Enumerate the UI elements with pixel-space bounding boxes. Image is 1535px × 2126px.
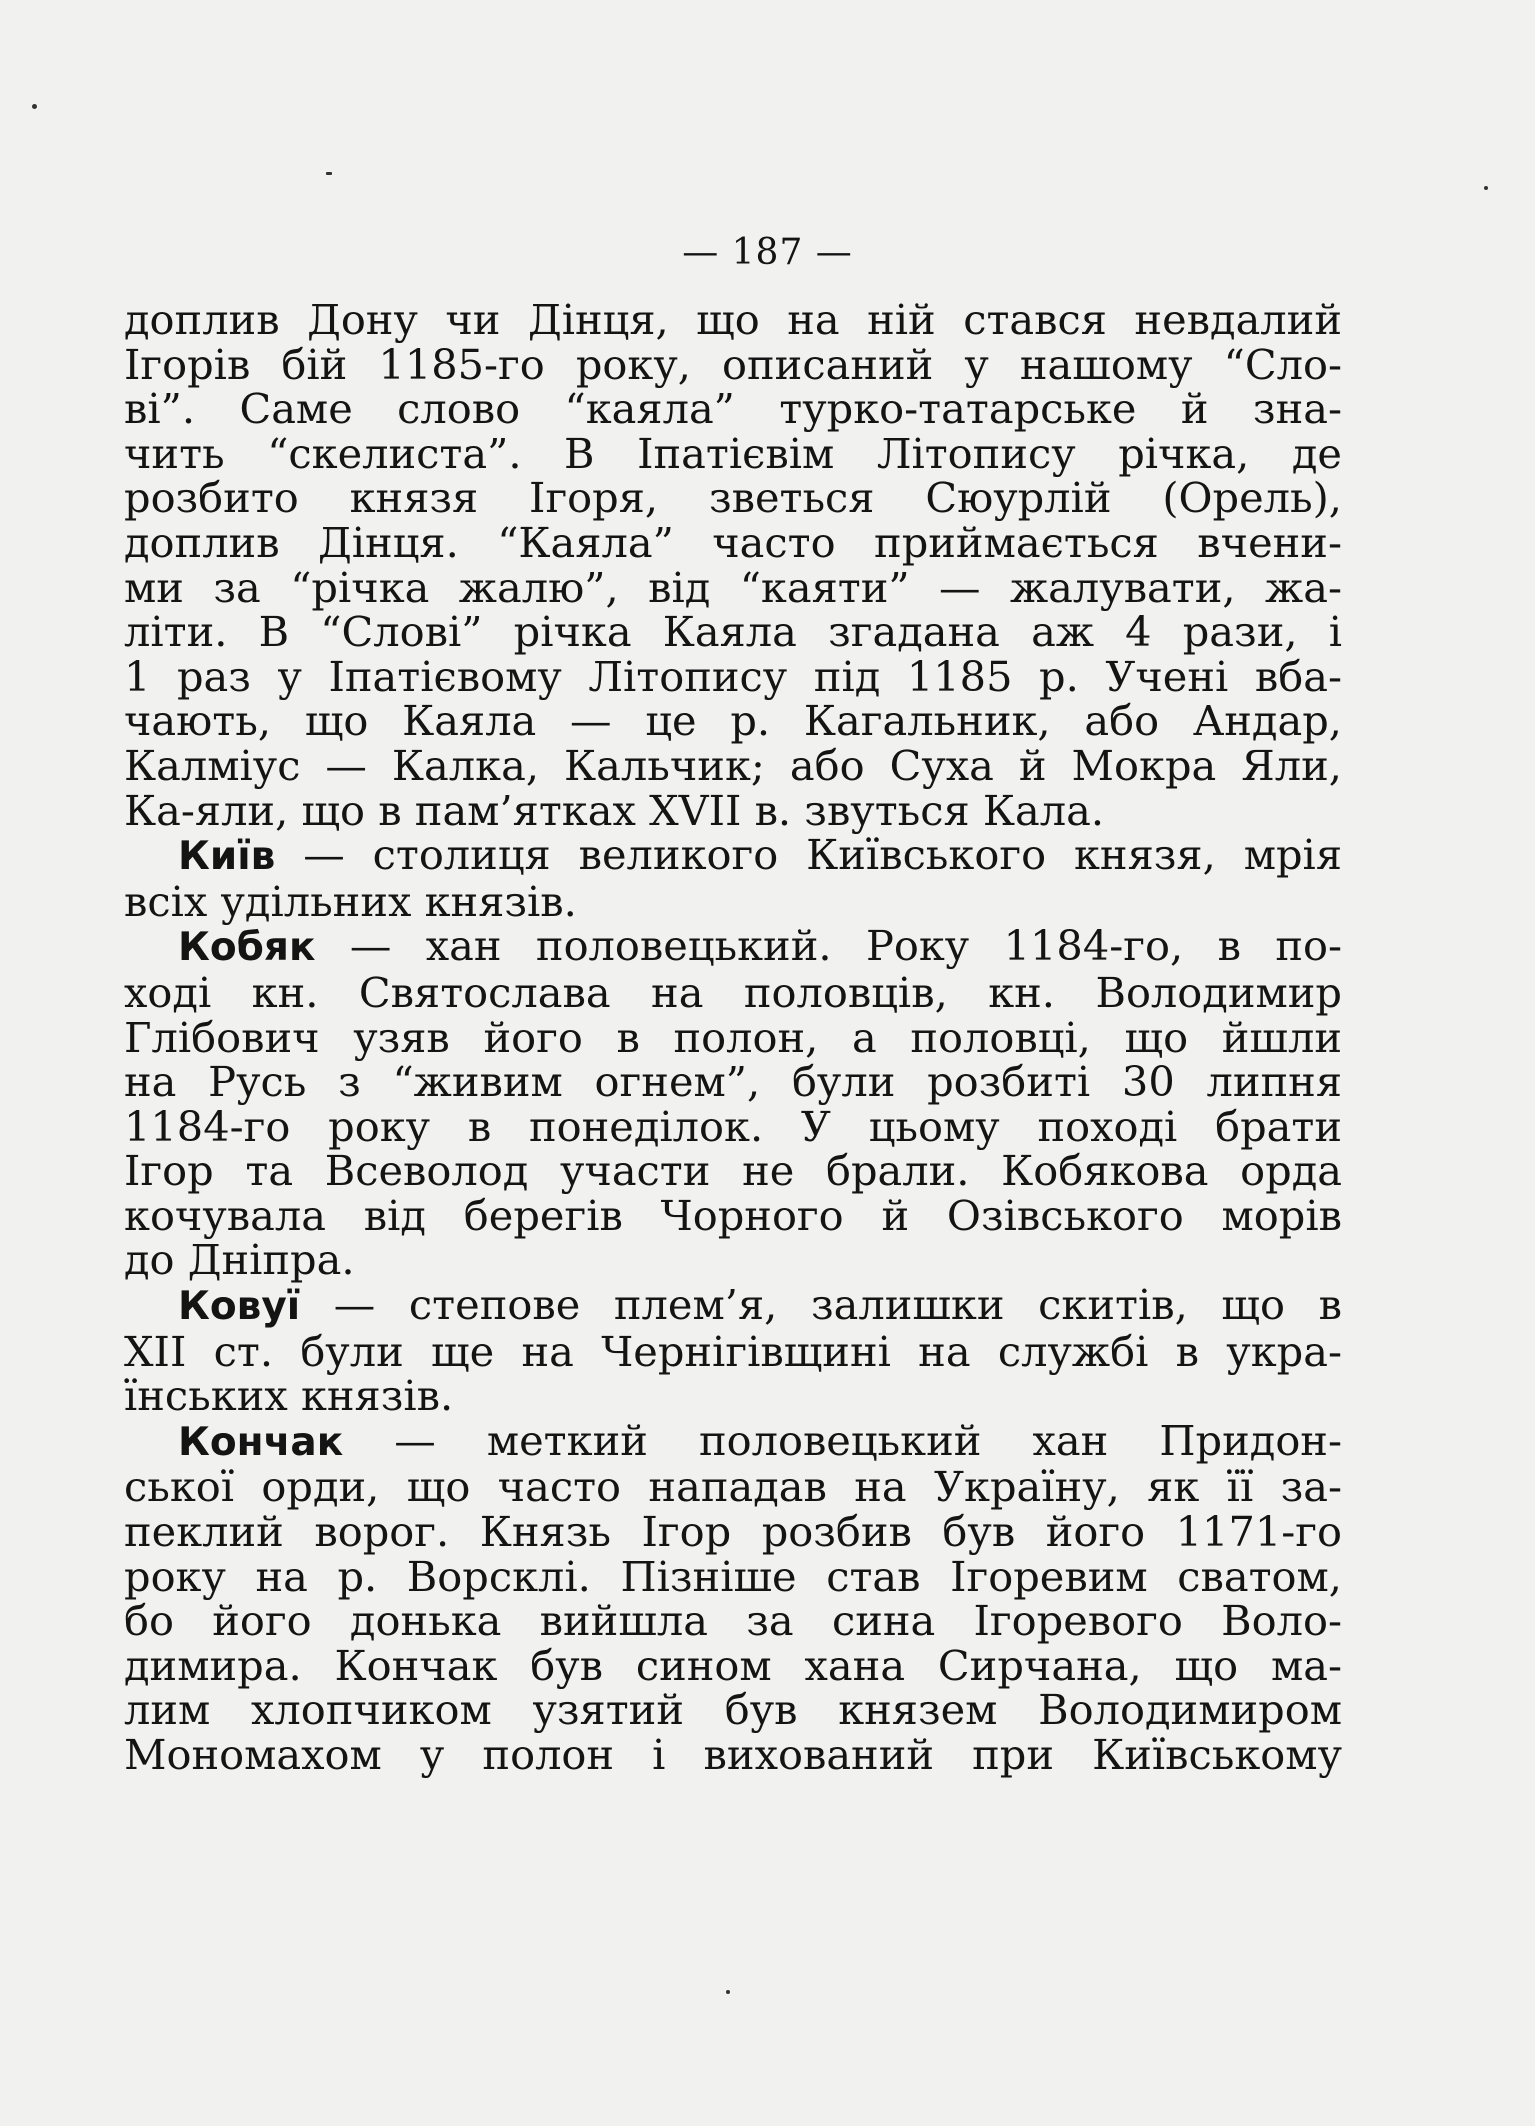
text-line: доплив Дону чи Дінця, що на ній стався невдалий xyxy=(124,295,1342,344)
text-line: лим хлопчиком узятий був князем Володимиром xyxy=(124,1685,1342,1735)
entry-term: Київ xyxy=(178,834,276,880)
text-line: 1184-го року в понеділок. У цьому поході брати xyxy=(124,1101,1342,1151)
text-line: ві”. Саме слово “каяла” турко-татарське й зна- xyxy=(124,384,1342,434)
text-line: XII ст. були ще на Чернігівщині на службі в укра- xyxy=(124,1326,1342,1376)
text-line: ми за “річка жалю”, від “каяти” — жалувати, жа- xyxy=(124,562,1342,612)
entry-term: Ковуї xyxy=(178,1284,301,1330)
text-line: розбито князя Ігоря, зветься Сюурлій (Орель), xyxy=(124,473,1342,523)
entry-text: — столиця великого Київського князя, мрія xyxy=(275,830,1342,880)
text-line: всіх удільних князів. xyxy=(124,876,577,926)
entry-text: — степове плем’я, залишки скитів, що в xyxy=(300,1280,1342,1330)
text-line: на Русь з “живим огнем”, були розбиті 30 липня xyxy=(124,1057,1342,1107)
scan-speck xyxy=(326,172,332,175)
scan-speck xyxy=(32,104,37,109)
text-line: бо його донька вийшла за сина Ігоревого Воло- xyxy=(124,1596,1342,1646)
text-line: 1 раз у Іпатієвому Літопису під 1185 р. Учені вба- xyxy=(124,651,1342,701)
text-line: ході кн. Святослава на половців, кн. Володимир xyxy=(124,967,1342,1017)
text-line: Ігор та Всеволод участи не брали. Кобякова орда xyxy=(124,1146,1342,1196)
text-body xyxy=(124,295,1342,1779)
text-line: Ігорів бій 1185-го року, описаний у нашому “Сло- xyxy=(124,339,1342,389)
text-line: пеклий ворог. Князь Ігор розбив був його 1171-го xyxy=(124,1507,1342,1557)
entry-first-line xyxy=(124,1280,1342,1330)
scan-speck xyxy=(726,1990,730,1994)
entry-first-line xyxy=(124,830,1342,880)
text-line: димира. Кончак був сином хана Сирчана, що ма- xyxy=(124,1640,1342,1690)
text-line: чить “скелиста”. В Іпатієвім Літопису річка, де xyxy=(124,428,1342,478)
text-line: Глібович узяв його в полон, а половці, що йшли xyxy=(124,1012,1342,1062)
text-line: доплив Дінця. “Каяла” часто приймається вчени- xyxy=(124,517,1342,567)
text-line: Мономахом у полон і вихований при Київському xyxy=(124,1730,1342,1779)
page-number: — 187 — xyxy=(682,232,853,273)
text-line: їнських князів. xyxy=(124,1371,454,1421)
entry-first-line xyxy=(124,1415,1342,1466)
text-line: року на р. Ворсклі. Пізніше став Ігоревим сватом, xyxy=(124,1551,1342,1601)
text-line: Калміус — Калка, Кальчик; або Суха й Мокра Яли, xyxy=(124,740,1342,790)
entry-text: — хан половецький. Року 1184-го, в по- xyxy=(315,921,1342,971)
text-line: ської орди, що часто нападав на Україну, як її за- xyxy=(124,1462,1342,1512)
text-line: Ка-яли, що в пам’ятках XVII в. звуться Кала. xyxy=(124,785,1105,835)
entry-term: Кобяк xyxy=(178,925,316,971)
text-line: чають, що Каяла — це р. Кагальник, або Андар, xyxy=(124,696,1342,746)
entry-term: Кончак xyxy=(178,1419,344,1465)
text-line: кочувала від берегів Чорного й Озівського морів xyxy=(124,1190,1342,1240)
scan-speck xyxy=(1484,186,1488,190)
text-line: літи. В “Слові” річка Каяла згадана аж 4 рази, і xyxy=(124,607,1342,657)
text-line: до Дніпра. xyxy=(124,1235,355,1285)
entry-first-line xyxy=(124,921,1342,971)
entry-text: — меткий половецький хан Придон- xyxy=(343,1415,1342,1465)
